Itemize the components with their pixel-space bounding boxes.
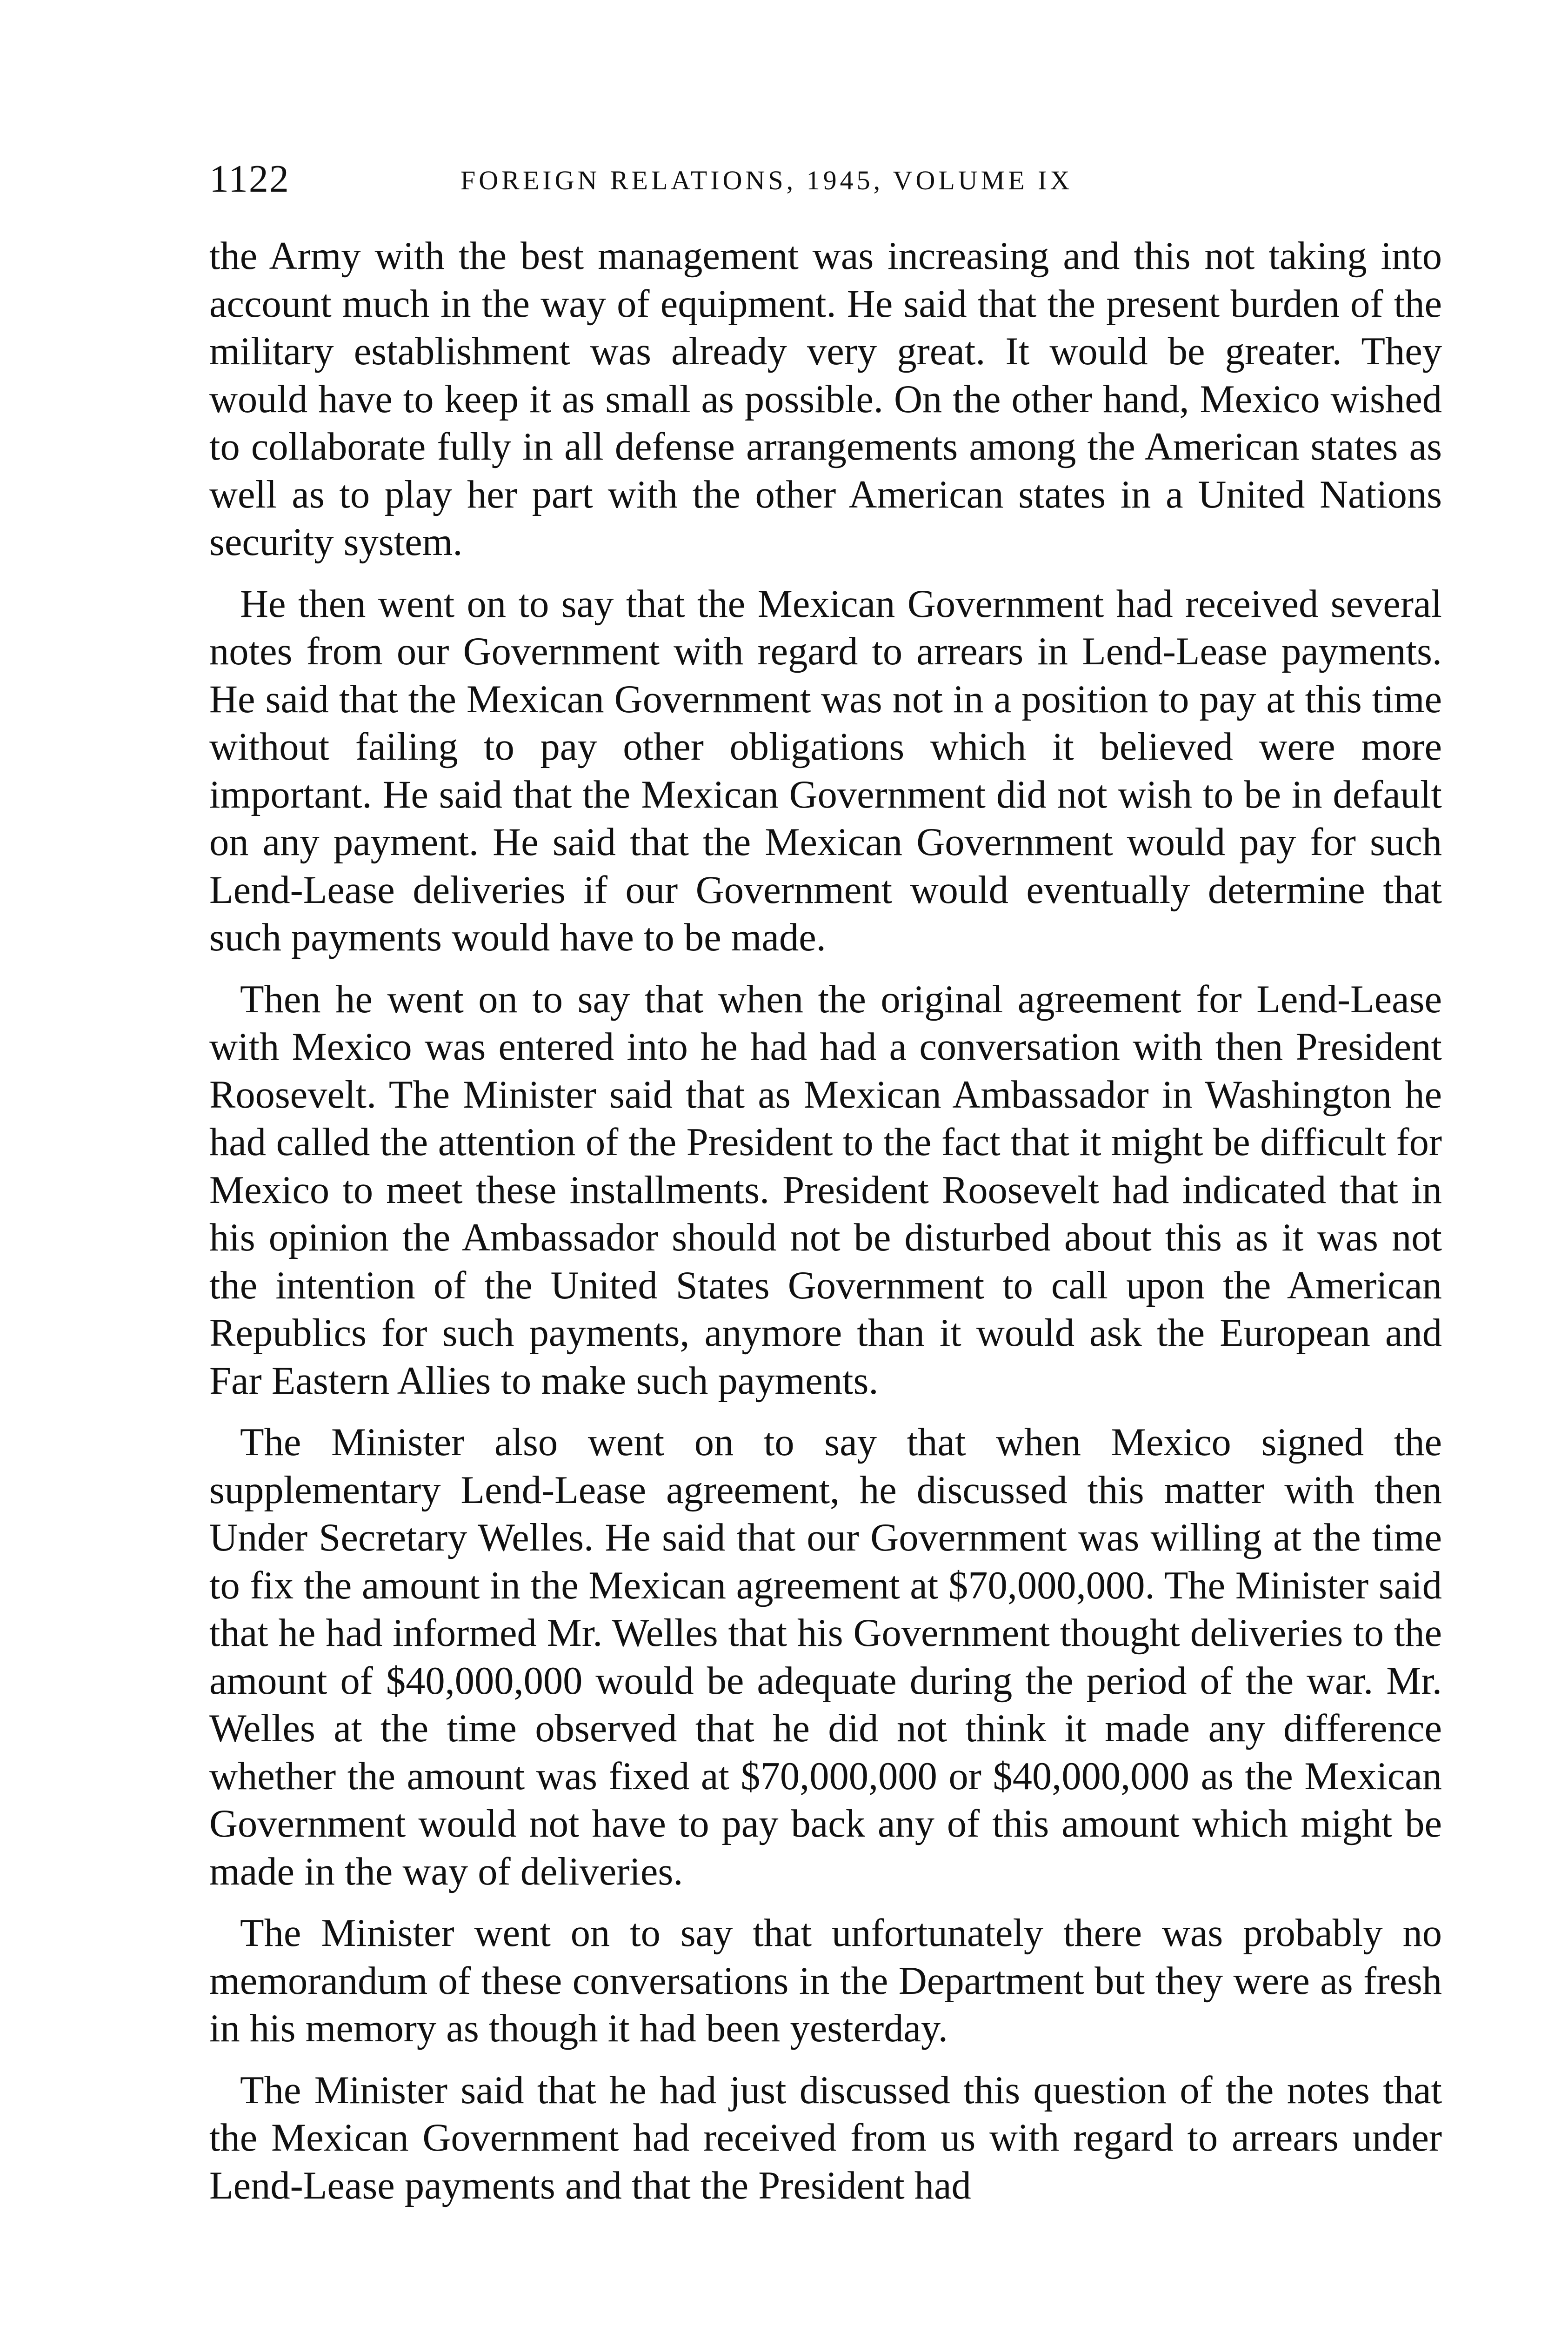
paragraph-5: The Minister went on to say that unfortunately there was probably no memorandum of these conversations in the Department but they were as fresh in his memory as though it had been yesterday. xyxy=(209,1912,1442,2050)
paragraph-2: He then went on to say that the Mexican Government had received several notes from our Government with regard to arrears in Lend‑Lease payments. He said that the Mexican Government was not in a position to pay at this time without failing to pay other obligations which it believed were more important. He said that the Mexican Government did not wish to be in default on any payment. He said that the Mexican Government would pay for such Lend-Lease deliveries if our Government would eventually determine that such payments would have to be made. xyxy=(209,582,1442,959)
running-title: FOREIGN RELATIONS, 1945, VOLUME IX xyxy=(460,165,1073,195)
page-number: 1122 xyxy=(209,157,290,201)
running-header xyxy=(209,154,1442,205)
body-text xyxy=(209,233,1442,2224)
paragraph-4: The Minister also went on to say that when Mexico signed the supplementary Lend-Lease agreement, he discussed this matter with then Under Secretary Welles. He said that our Government was willing at the time to fix the amount in the Mexican agreement at $70,000,000. The Minister said that he had informed Mr. Welles that his Government thought deliveries to the amount of $40,000,000 would be adequate during the period of the war. Mr. Welles at the time observed that he did not think it made any difference whether the amount was fixed at $70,000,000 or $40,000,000 as the Mexican Government would not have to pay back any of this amount which might be made in the way of deliveries. xyxy=(209,1421,1442,1893)
paragraph-3: Then he went on to say that when the original agreement for Lend‑Lease with Mexico was entered into he had had a conversation with then President Roosevelt. The Minister said that as Mexican Ambassador in Washington he had called the attention of the President to the fact that it might be difficult for Mexico to meet these installments. President Roosevelt had indicated that in his opinion the Ambassador should not be disturbed about this as it was not the intention of the United States Government to call upon the American Republics for such payments, anymore than it would ask the European and Far Eastern Allies to make such payments. xyxy=(209,977,1442,1403)
paragraph-6: The Minister said that he had just discussed this question of the notes that the Mexican Government had received from us with regard to arrears under Lend-Lease payments and that the President had xyxy=(209,2068,1442,2207)
paragraph-1: the Army with the best management was increasing and this not taking into account much in the way of equipment. He said that the present burden of the military establishment was already very great. It would be greater. They would have to keep it as small as possible. On the other hand, Mexico wished to collaborate fully in all defense arrangements among the American states as well as to play her part with the other American states in a United Nations security system. xyxy=(209,234,1442,564)
